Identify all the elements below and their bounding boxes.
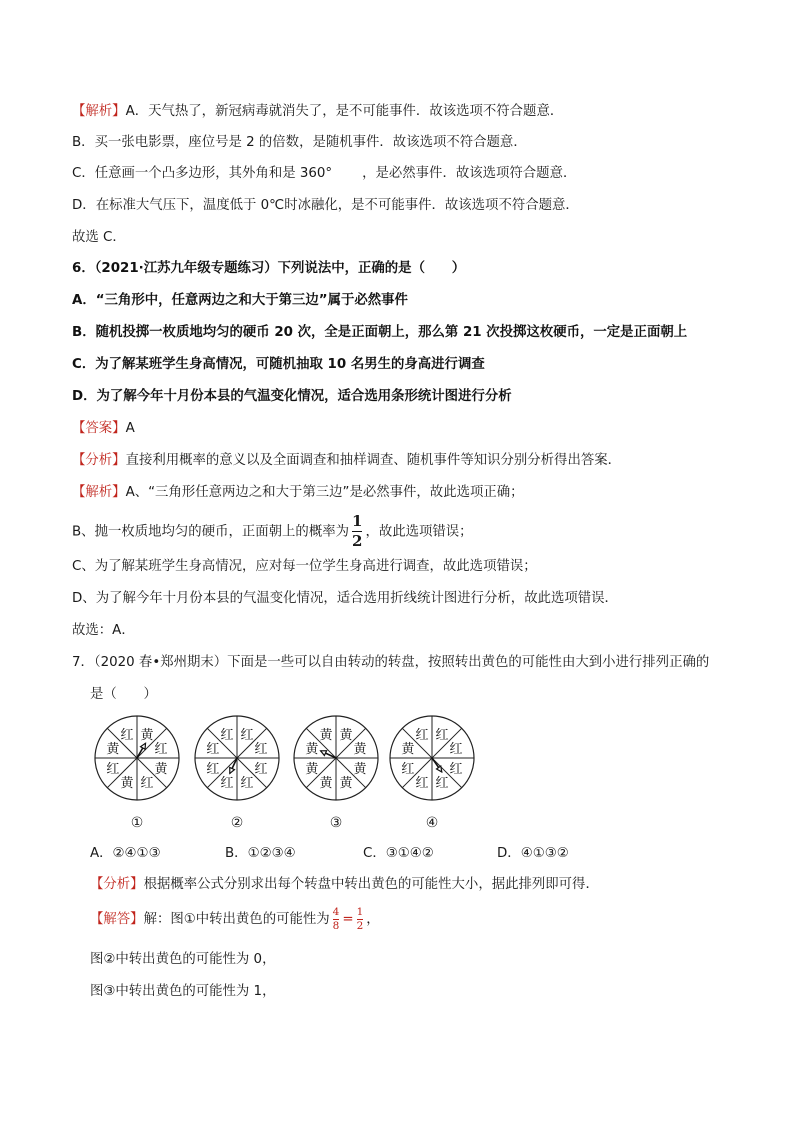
- spinner-sector-label: 红: [206, 742, 220, 758]
- q5-analysis-c-pre: C．任意画一个凸多边形，其外角和是 360°: [72, 166, 333, 181]
- spinner-sector-label: 黄: [353, 742, 367, 758]
- q6-solution-a-text: A、“三角形任意两边之和大于第三边”是必然事件，故此选项正确；: [125, 485, 524, 500]
- q6-solution-d: D、为了解今年十月份本县的气温变化情况，适合选用折线统计图进行分析，故此选项错误．: [72, 591, 618, 606]
- q5-analysis-d: D．在标准大气压下，温度低于 0℃时冰融化，是不可能事件．故该选项不符合题意．: [72, 198, 579, 213]
- spinner-sector-label: 红: [240, 727, 254, 743]
- q7-option-d: D．④①③②: [497, 846, 569, 861]
- spinner-sector-label: 黄: [401, 742, 415, 758]
- spinner-sector-label: 红: [220, 776, 234, 792]
- q6-stem: 6．（2021·江苏九年级专题练习）下列说法中，正确的是（ ）: [72, 261, 466, 276]
- spinner-sector-label: 黄: [339, 776, 353, 792]
- analysis-tag: 【解析】: [72, 104, 126, 119]
- spinner-sector-label: 黄: [154, 761, 168, 777]
- q6-option-c: C．为了解某班学生身高情况，可随机抽取 10 名男生的身高进行调查: [72, 357, 485, 372]
- spinner-sector-label: 红: [240, 776, 254, 792]
- q6-solution-a: [72, 483, 524, 503]
- spinner-sector-label: 红: [254, 742, 268, 758]
- spinner-sector-label: 红: [449, 761, 463, 777]
- spinner-sector-label: 红: [415, 776, 429, 792]
- spinner-sector-label: 黄: [319, 776, 333, 792]
- spinner-3: [291, 712, 381, 804]
- spinner-sector-label: 黄: [305, 742, 319, 758]
- spinner-2: [192, 712, 282, 804]
- q5-analysis-a-text: A．天气热了，新冠病毒就消失了，是不可能事件．故该选项不符合题意．: [125, 104, 564, 119]
- spinner-sector-label: 红: [154, 742, 168, 758]
- analysis-tag: 【分析】: [72, 453, 126, 468]
- fraction-numerator: 1: [352, 512, 363, 530]
- q6-option-b: B．随机投掷一枚质地均匀的硬币 20 次，全是正面朝上，那么第 21 次投掷这枚硬币，一定是正面朝上: [72, 325, 688, 340]
- q6-solution-b: [72, 514, 473, 550]
- q5-analysis-c: [72, 164, 576, 184]
- q5-answer: 故选 C．: [72, 230, 126, 245]
- spinner-1: [92, 712, 182, 804]
- spinner-sector-label: 红: [120, 727, 134, 743]
- q6-analysis: [72, 451, 621, 471]
- spinner-sector-label: 红: [415, 727, 429, 743]
- spinner-sector-label: 红: [449, 742, 463, 758]
- spinner-sector-label: 红: [435, 776, 449, 792]
- q7-solution-1-pre: 解：图①中转出黄色的可能性为: [143, 912, 330, 927]
- spinner-3-label: ③: [329, 815, 343, 831]
- q6-solution-b-post: ，故此选项错误；: [365, 524, 473, 540]
- fraction-numerator: 1: [356, 906, 364, 918]
- q7-analysis: [90, 875, 599, 895]
- four-eighths-fraction: [333, 907, 340, 931]
- spinner-sector-label: 红: [254, 761, 268, 777]
- fraction-denominator: 2: [352, 532, 363, 550]
- spinner-4-label: ④: [425, 815, 439, 831]
- spinner-3-svg: [291, 712, 381, 804]
- solution-tag: 【解答】: [90, 912, 144, 927]
- spinner-sector-label: 红: [206, 761, 220, 777]
- spinner-4: [387, 712, 477, 804]
- spinner-2-label: ②: [230, 815, 244, 831]
- one-half-fraction-small: [357, 907, 364, 931]
- q7-option-c: C．③①④②: [363, 846, 434, 861]
- equals-sign: =: [342, 912, 354, 927]
- spinner-4-svg: [387, 712, 477, 804]
- spinner-sector-label: 红: [106, 761, 120, 777]
- fraction-denominator: 2: [356, 919, 364, 932]
- q7-solution-2: 图②中转出黄色的可能性为 0，: [90, 952, 276, 967]
- one-half-fraction: [352, 514, 362, 549]
- q6-solution-b-pre: B、抛一枚质地均匀的硬币，正面朝上的概率为: [72, 524, 349, 540]
- solution-tag: 【解析】: [72, 485, 126, 500]
- q6-answer: [72, 419, 135, 439]
- q6-answer-value: A: [125, 421, 135, 436]
- q7-solution-1: [90, 905, 380, 935]
- q5-analysis-c-post: ，是必然事件．故该选项符合题意．: [362, 166, 577, 181]
- q7-option-a: A．②④①③: [90, 846, 161, 861]
- spinner-sector-label: 黄: [353, 761, 367, 777]
- fraction-denominator: 8: [332, 919, 340, 932]
- spinner-sector-label: 红: [401, 761, 415, 777]
- q6-analysis-text: 直接利用概率的意义以及全面调查和抽样调查、随机事件等知识分别分析得出答案．: [125, 453, 622, 468]
- answer-tag: 【答案】: [72, 421, 126, 436]
- spinner-1-svg: [92, 712, 182, 804]
- q7-stem-line2: 是（ ）: [90, 687, 157, 702]
- spinner-sector-label: 黄: [106, 742, 120, 758]
- q7-stem-line1: 7．（2020 春•郑州期末）下面是一些可以自由转动的转盘，按照转出黄色的可能性由大到小进行排列正确的: [72, 655, 710, 670]
- spinner-sector-label: 黄: [305, 761, 319, 777]
- q7-solution-1-post: ，: [366, 912, 380, 927]
- q6-option-a: A．“三角形中，任意两边之和大于第三边”属于必然事件: [72, 293, 408, 308]
- spinner-sector-label: 黄: [319, 727, 333, 743]
- q7-solution-3: 图③中转出黄色的可能性为 1，: [90, 984, 276, 999]
- spinner-sector-label: 红: [220, 727, 234, 743]
- q5-analysis-a: [72, 102, 563, 122]
- q5-analysis-b: B．买一张电影票，座位号是 2 的倍数，是随机事件．故该选项不符合题意．: [72, 135, 527, 150]
- q6-option-d: D．为了解今年十月份本县的气温变化情况，适合选用条形统计图进行分析: [72, 389, 512, 404]
- spinner-sector-label: 黄: [140, 727, 154, 743]
- q7-option-b: B．①②③④: [225, 846, 296, 861]
- q7-analysis-text: 根据概率公式分别求出每个转盘中转出黄色的可能性大小，据此排列即可得．: [143, 877, 599, 892]
- spinner-sector-label: 红: [140, 776, 154, 792]
- q6-solution-c: C、为了解某班学生身高情况，应对每一位学生身高进行调查，故此选项错误；: [72, 559, 537, 574]
- spinner-sector-label: 黄: [120, 776, 134, 792]
- analysis-tag: 【分析】: [90, 877, 144, 892]
- spinner-sector-label: 红: [435, 727, 449, 743]
- fraction-numerator: 4: [332, 906, 340, 918]
- spinner-sector-label: 黄: [339, 727, 353, 743]
- q6-final: 故选：A．: [72, 623, 135, 638]
- spinner-2-svg: [192, 712, 282, 804]
- spinner-1-label: ①: [130, 815, 144, 831]
